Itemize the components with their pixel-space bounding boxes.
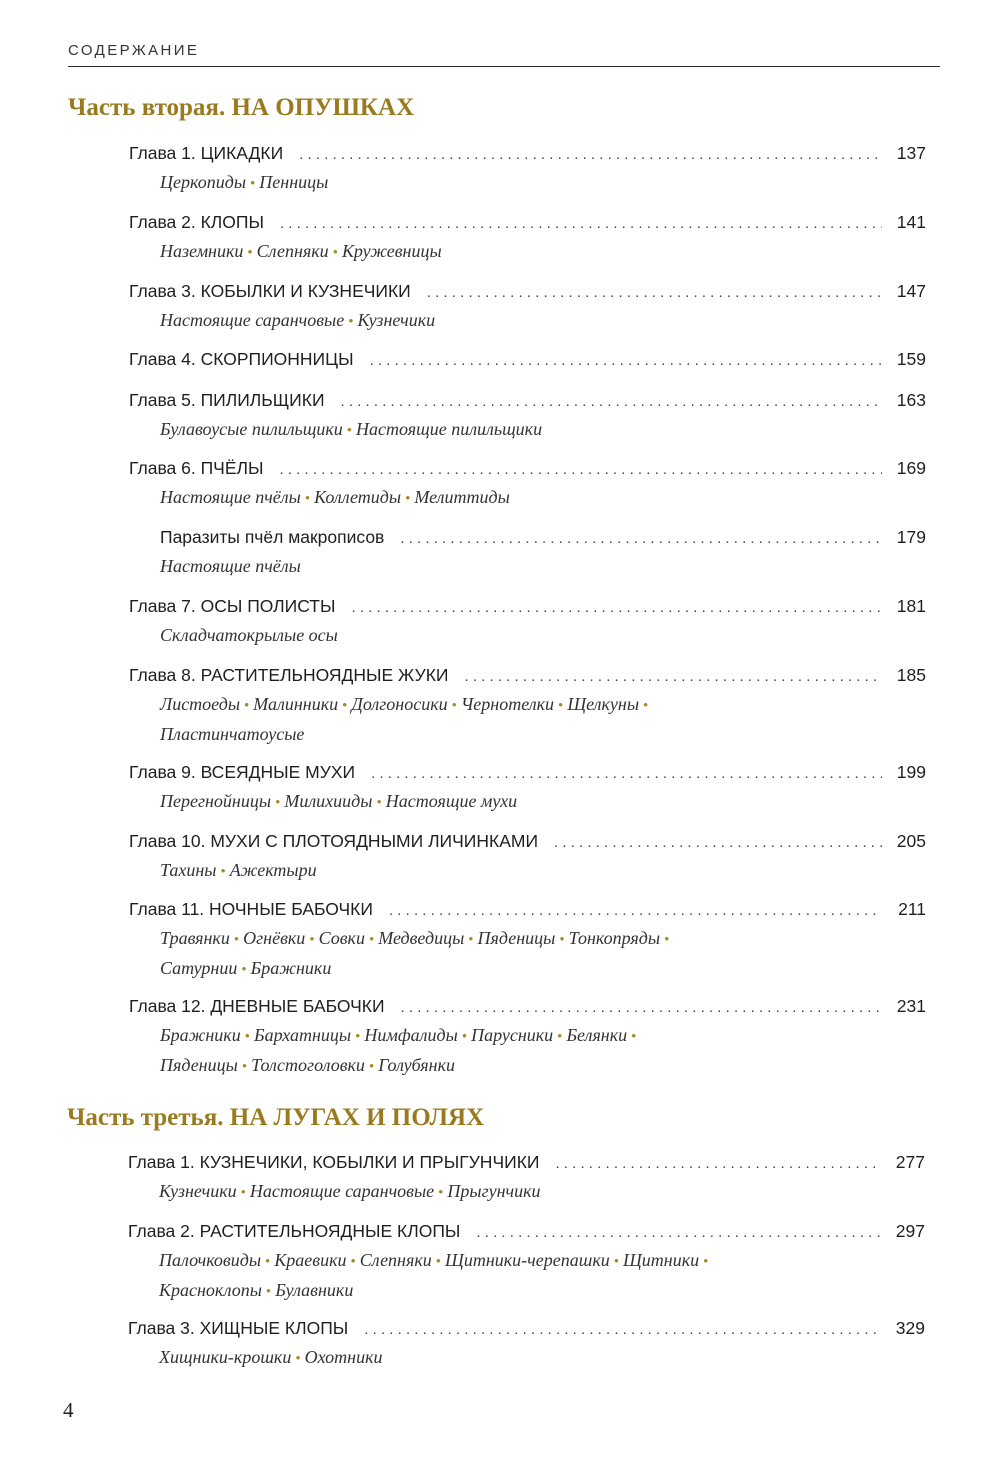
subtopic: Совки bbox=[318, 928, 365, 948]
subtopic: Щелкуны bbox=[567, 694, 640, 714]
subtopic: Бражники bbox=[160, 1025, 241, 1045]
bullet-icon: • bbox=[346, 423, 353, 439]
entry-title: Глава 7. ОСЫ ПОЛИСТЫ bbox=[129, 596, 336, 616]
toc-entry[interactable] bbox=[129, 458, 926, 482]
dot-leader bbox=[371, 765, 882, 782]
bullet-icon: • bbox=[405, 491, 411, 507]
subtopic: Щитники-черепашки bbox=[445, 1250, 610, 1270]
dot-leader bbox=[555, 1155, 881, 1172]
subtopic: Сатурнии bbox=[160, 958, 238, 978]
toc-entry[interactable] bbox=[129, 762, 926, 786]
subtopic: Толстоголовки bbox=[251, 1055, 365, 1075]
subtopic: Настоящие мухи bbox=[385, 791, 518, 811]
entry-title: Глава 10. МУХИ С ПЛОТОЯДНЫМИ ЛИЧИНКАМИ bbox=[129, 831, 539, 851]
subtopic: Тонкопряды bbox=[568, 928, 661, 948]
toc-entry[interactable] bbox=[129, 143, 926, 167]
dot-leader bbox=[280, 215, 882, 232]
entry-title: Глава 2. КЛОПЫ bbox=[129, 212, 264, 232]
subtopic: Тахины bbox=[160, 860, 217, 880]
toc-entry[interactable] bbox=[129, 212, 926, 236]
bullet-icon: • bbox=[332, 245, 338, 261]
bullet-icon: • bbox=[350, 1254, 356, 1270]
subtopic: Нимфалиды bbox=[364, 1025, 458, 1045]
subtopic: Настоящие пилильщики bbox=[356, 419, 543, 439]
bullet-icon: • bbox=[631, 1029, 637, 1045]
bullet-icon: • bbox=[241, 1059, 248, 1075]
dot-leader bbox=[476, 1224, 881, 1241]
bullet-icon: • bbox=[451, 698, 457, 714]
subtopic: Настоящие саранчовые bbox=[160, 310, 345, 330]
subtopic: Складчатокрылые осы bbox=[160, 625, 338, 645]
bullet-icon: • bbox=[613, 1254, 620, 1270]
subtopic: Пяденицы bbox=[160, 1055, 238, 1075]
subtopic: Парусники bbox=[471, 1025, 554, 1045]
entry-subtopics bbox=[160, 621, 860, 649]
entry-subtopics bbox=[159, 1343, 859, 1373]
entry-title: Глава 3. КОБЫЛКИ И КУЗНЕЧИКИ bbox=[129, 281, 411, 301]
entry-page: 231 bbox=[896, 996, 926, 1016]
subtopic: Милихииды bbox=[284, 791, 373, 811]
entry-page: 211 bbox=[898, 899, 926, 919]
subtopic: Пластинчатоусые bbox=[160, 724, 305, 744]
page-number: 4 bbox=[63, 1398, 74, 1422]
dot-leader bbox=[400, 530, 882, 547]
entry-subtopics bbox=[160, 787, 860, 817]
bullet-icon: • bbox=[558, 698, 564, 714]
bullet-icon: • bbox=[438, 1185, 444, 1201]
toc-entry[interactable] bbox=[129, 665, 926, 689]
bullet-icon: • bbox=[435, 1254, 442, 1270]
toc-entry[interactable] bbox=[129, 899, 926, 923]
subtopic: Настоящие пчёлы bbox=[160, 556, 301, 576]
subtopic: Долгоносики bbox=[351, 694, 448, 714]
bullet-icon: • bbox=[368, 932, 375, 948]
bullet-icon: • bbox=[244, 698, 250, 714]
bullet-icon: • bbox=[643, 698, 649, 714]
toc-entry[interactable] bbox=[129, 349, 926, 373]
subtopic: Малинники bbox=[253, 694, 339, 714]
bullet-icon: • bbox=[309, 932, 315, 948]
entry-title: Глава 1. КУЗНЕЧИКИ, КОБЫЛКИ И ПРЫГУНЧИКИ bbox=[128, 1152, 540, 1172]
toc-entry[interactable] bbox=[128, 1318, 925, 1342]
bullet-icon: • bbox=[348, 314, 354, 330]
subtopic: Мелиттиды bbox=[414, 487, 510, 507]
bullet-icon: • bbox=[295, 1351, 301, 1367]
bullet-icon: • bbox=[376, 795, 382, 811]
subtopic: Булавоусые пилильщики bbox=[160, 419, 343, 439]
bullet-icon: • bbox=[355, 1029, 361, 1045]
dot-leader bbox=[427, 284, 882, 301]
entry-page: 147 bbox=[896, 281, 926, 301]
subtopic: Белянки bbox=[566, 1025, 628, 1045]
subtopic: Кружевницы bbox=[341, 241, 442, 261]
bullet-icon: • bbox=[342, 698, 348, 714]
bullet-icon: • bbox=[265, 1284, 272, 1300]
entry-subtopics bbox=[159, 1177, 859, 1207]
bullet-icon: • bbox=[664, 932, 670, 948]
entry-page: 181 bbox=[896, 596, 926, 616]
toc-entry[interactable] bbox=[129, 996, 926, 1020]
entry-page: 329 bbox=[895, 1318, 925, 1338]
bullet-icon: • bbox=[557, 1029, 563, 1045]
entry-subtopics bbox=[160, 306, 860, 336]
subtopic: Хищники-крошки bbox=[159, 1347, 292, 1367]
bullet-icon: • bbox=[468, 932, 474, 948]
dot-leader bbox=[280, 461, 883, 478]
dot-leader bbox=[465, 668, 883, 685]
bullet-icon: • bbox=[233, 932, 240, 948]
bullet-icon: • bbox=[275, 795, 281, 811]
entry-page: 297 bbox=[895, 1221, 925, 1241]
subtopic: Кузнечики bbox=[159, 1181, 237, 1201]
dot-leader bbox=[554, 834, 882, 851]
subtopic: Ажектыри bbox=[229, 860, 317, 880]
entry-page: 185 bbox=[896, 665, 926, 685]
entry-subtopics bbox=[160, 856, 860, 886]
header-title: СОДЕРЖАНИЕ bbox=[68, 42, 200, 59]
subtopic: Пенницы bbox=[259, 172, 329, 192]
subtopic: Булавники bbox=[275, 1280, 354, 1300]
dot-leader bbox=[389, 902, 882, 919]
entry-page: 159 bbox=[896, 349, 926, 369]
subtopic: Красноклопы bbox=[159, 1280, 262, 1300]
subtopic: Охотники bbox=[304, 1347, 383, 1367]
entry-title: Глава 12. ДНЕВНЫЕ БАБОЧКИ bbox=[129, 996, 385, 1016]
subtopic: Голубянки bbox=[378, 1055, 455, 1075]
running-header bbox=[68, 42, 940, 67]
subtopic: Наземники bbox=[160, 241, 244, 261]
entry-title: Паразиты пчёл макрописов bbox=[160, 527, 385, 547]
bullet-icon: • bbox=[368, 1059, 375, 1075]
entry-page: 199 bbox=[896, 762, 926, 782]
subtopic: Палочковиды bbox=[159, 1250, 262, 1270]
entry-page: 163 bbox=[896, 390, 926, 410]
toc-entry[interactable] bbox=[128, 1221, 925, 1245]
subtopic: Травянки bbox=[160, 928, 230, 948]
dot-leader bbox=[401, 999, 882, 1016]
entry-subtopics bbox=[160, 552, 860, 580]
bullet-icon: • bbox=[240, 1185, 246, 1201]
bullet-icon: • bbox=[244, 1029, 250, 1045]
subtopic: Щитники bbox=[623, 1250, 700, 1270]
dot-leader bbox=[370, 352, 882, 369]
bullet-icon: • bbox=[703, 1254, 709, 1270]
subtopic: Настоящие саранчовые bbox=[249, 1181, 435, 1201]
subtopic: Настоящие пчёлы bbox=[160, 487, 301, 507]
bullet-icon: • bbox=[241, 962, 247, 978]
subtopic: Бархатницы bbox=[253, 1025, 352, 1045]
entry-title: Глава 2. РАСТИТЕЛЬНОЯДНЫЕ КЛОПЫ bbox=[128, 1221, 461, 1241]
toc-entry[interactable] bbox=[129, 831, 926, 855]
bullet-icon: • bbox=[559, 932, 565, 948]
entry-title: Глава 1. ЦИКАДКИ bbox=[129, 143, 284, 163]
subtopic: Перегнойницы bbox=[160, 791, 272, 811]
entry-title: Глава 3. ХИЩНЫЕ КЛОПЫ bbox=[128, 1318, 349, 1338]
toc-entry[interactable] bbox=[129, 390, 926, 414]
dot-leader bbox=[299, 146, 882, 163]
subtopic: Прыгунчики bbox=[447, 1181, 541, 1201]
entry-subtopics bbox=[160, 415, 860, 445]
subtopic: Пяденицы bbox=[477, 928, 556, 948]
subtopic: Огнёвки bbox=[243, 928, 306, 948]
subtopic: Слепняки bbox=[359, 1250, 432, 1270]
entry-page: 137 bbox=[896, 143, 926, 163]
entry-subtopics bbox=[160, 237, 860, 267]
entry-page: 179 bbox=[896, 527, 926, 547]
entry-page: 169 bbox=[896, 458, 926, 478]
dot-leader bbox=[352, 599, 883, 616]
part-title-2: Часть вторая. НА ОПУШКАХ bbox=[68, 94, 415, 121]
entry-title: Глава 9. ВСЕЯДНЫЕ МУХИ bbox=[129, 762, 356, 782]
bullet-icon: • bbox=[461, 1029, 468, 1045]
subtopic: Кузнечики bbox=[357, 310, 436, 330]
subtopic: Краевики bbox=[274, 1250, 347, 1270]
bullet-icon: • bbox=[247, 245, 253, 261]
entry-subtopics bbox=[160, 483, 860, 513]
entry-title: Глава 11. НОЧНЫЕ БАБОЧКИ bbox=[129, 899, 373, 919]
part-title-3: Часть третья. НА ЛУГАХ И ПОЛЯХ bbox=[67, 1104, 485, 1131]
bullet-icon: • bbox=[250, 176, 256, 192]
entry-subtopics bbox=[159, 1246, 859, 1306]
entry-title: Глава 8. РАСТИТЕЛЬНОЯДНЫЕ ЖУКИ bbox=[129, 665, 449, 685]
entry-page: 141 bbox=[896, 212, 926, 232]
subtopic: Бражники bbox=[250, 958, 332, 978]
entry-subtopics bbox=[160, 924, 860, 984]
subtopic: Коллетиды bbox=[314, 487, 402, 507]
bullet-icon: • bbox=[265, 1254, 271, 1270]
subtopic: Слепняки bbox=[256, 241, 329, 261]
entry-page: 277 bbox=[895, 1152, 925, 1172]
subtopic: Листоеды bbox=[160, 694, 241, 714]
toc-entry[interactable] bbox=[129, 596, 926, 620]
subtopic: Медведицы bbox=[378, 928, 465, 948]
toc-entry[interactable] bbox=[129, 281, 926, 305]
dot-leader bbox=[341, 393, 882, 410]
dot-leader bbox=[364, 1321, 881, 1338]
bullet-icon: • bbox=[220, 864, 226, 880]
subtopic: Чернотелки bbox=[460, 694, 555, 714]
entry-title: Глава 4. СКОРПИОННИЦЫ bbox=[129, 349, 354, 369]
entry-title: Глава 5. ПИЛИЛЬЩИКИ bbox=[129, 390, 325, 410]
entry-subtopics bbox=[160, 1021, 860, 1081]
toc-entry[interactable] bbox=[128, 1152, 925, 1176]
entry-page: 205 bbox=[896, 831, 926, 851]
entry-subtopics bbox=[160, 168, 860, 198]
toc-subentry[interactable] bbox=[160, 527, 926, 551]
entry-subtopics bbox=[160, 690, 860, 748]
entry-title: Глава 6. ПЧЁЛЫ bbox=[129, 458, 264, 478]
subtopic: Церкопиды bbox=[160, 172, 247, 192]
bullet-icon: • bbox=[304, 491, 311, 507]
